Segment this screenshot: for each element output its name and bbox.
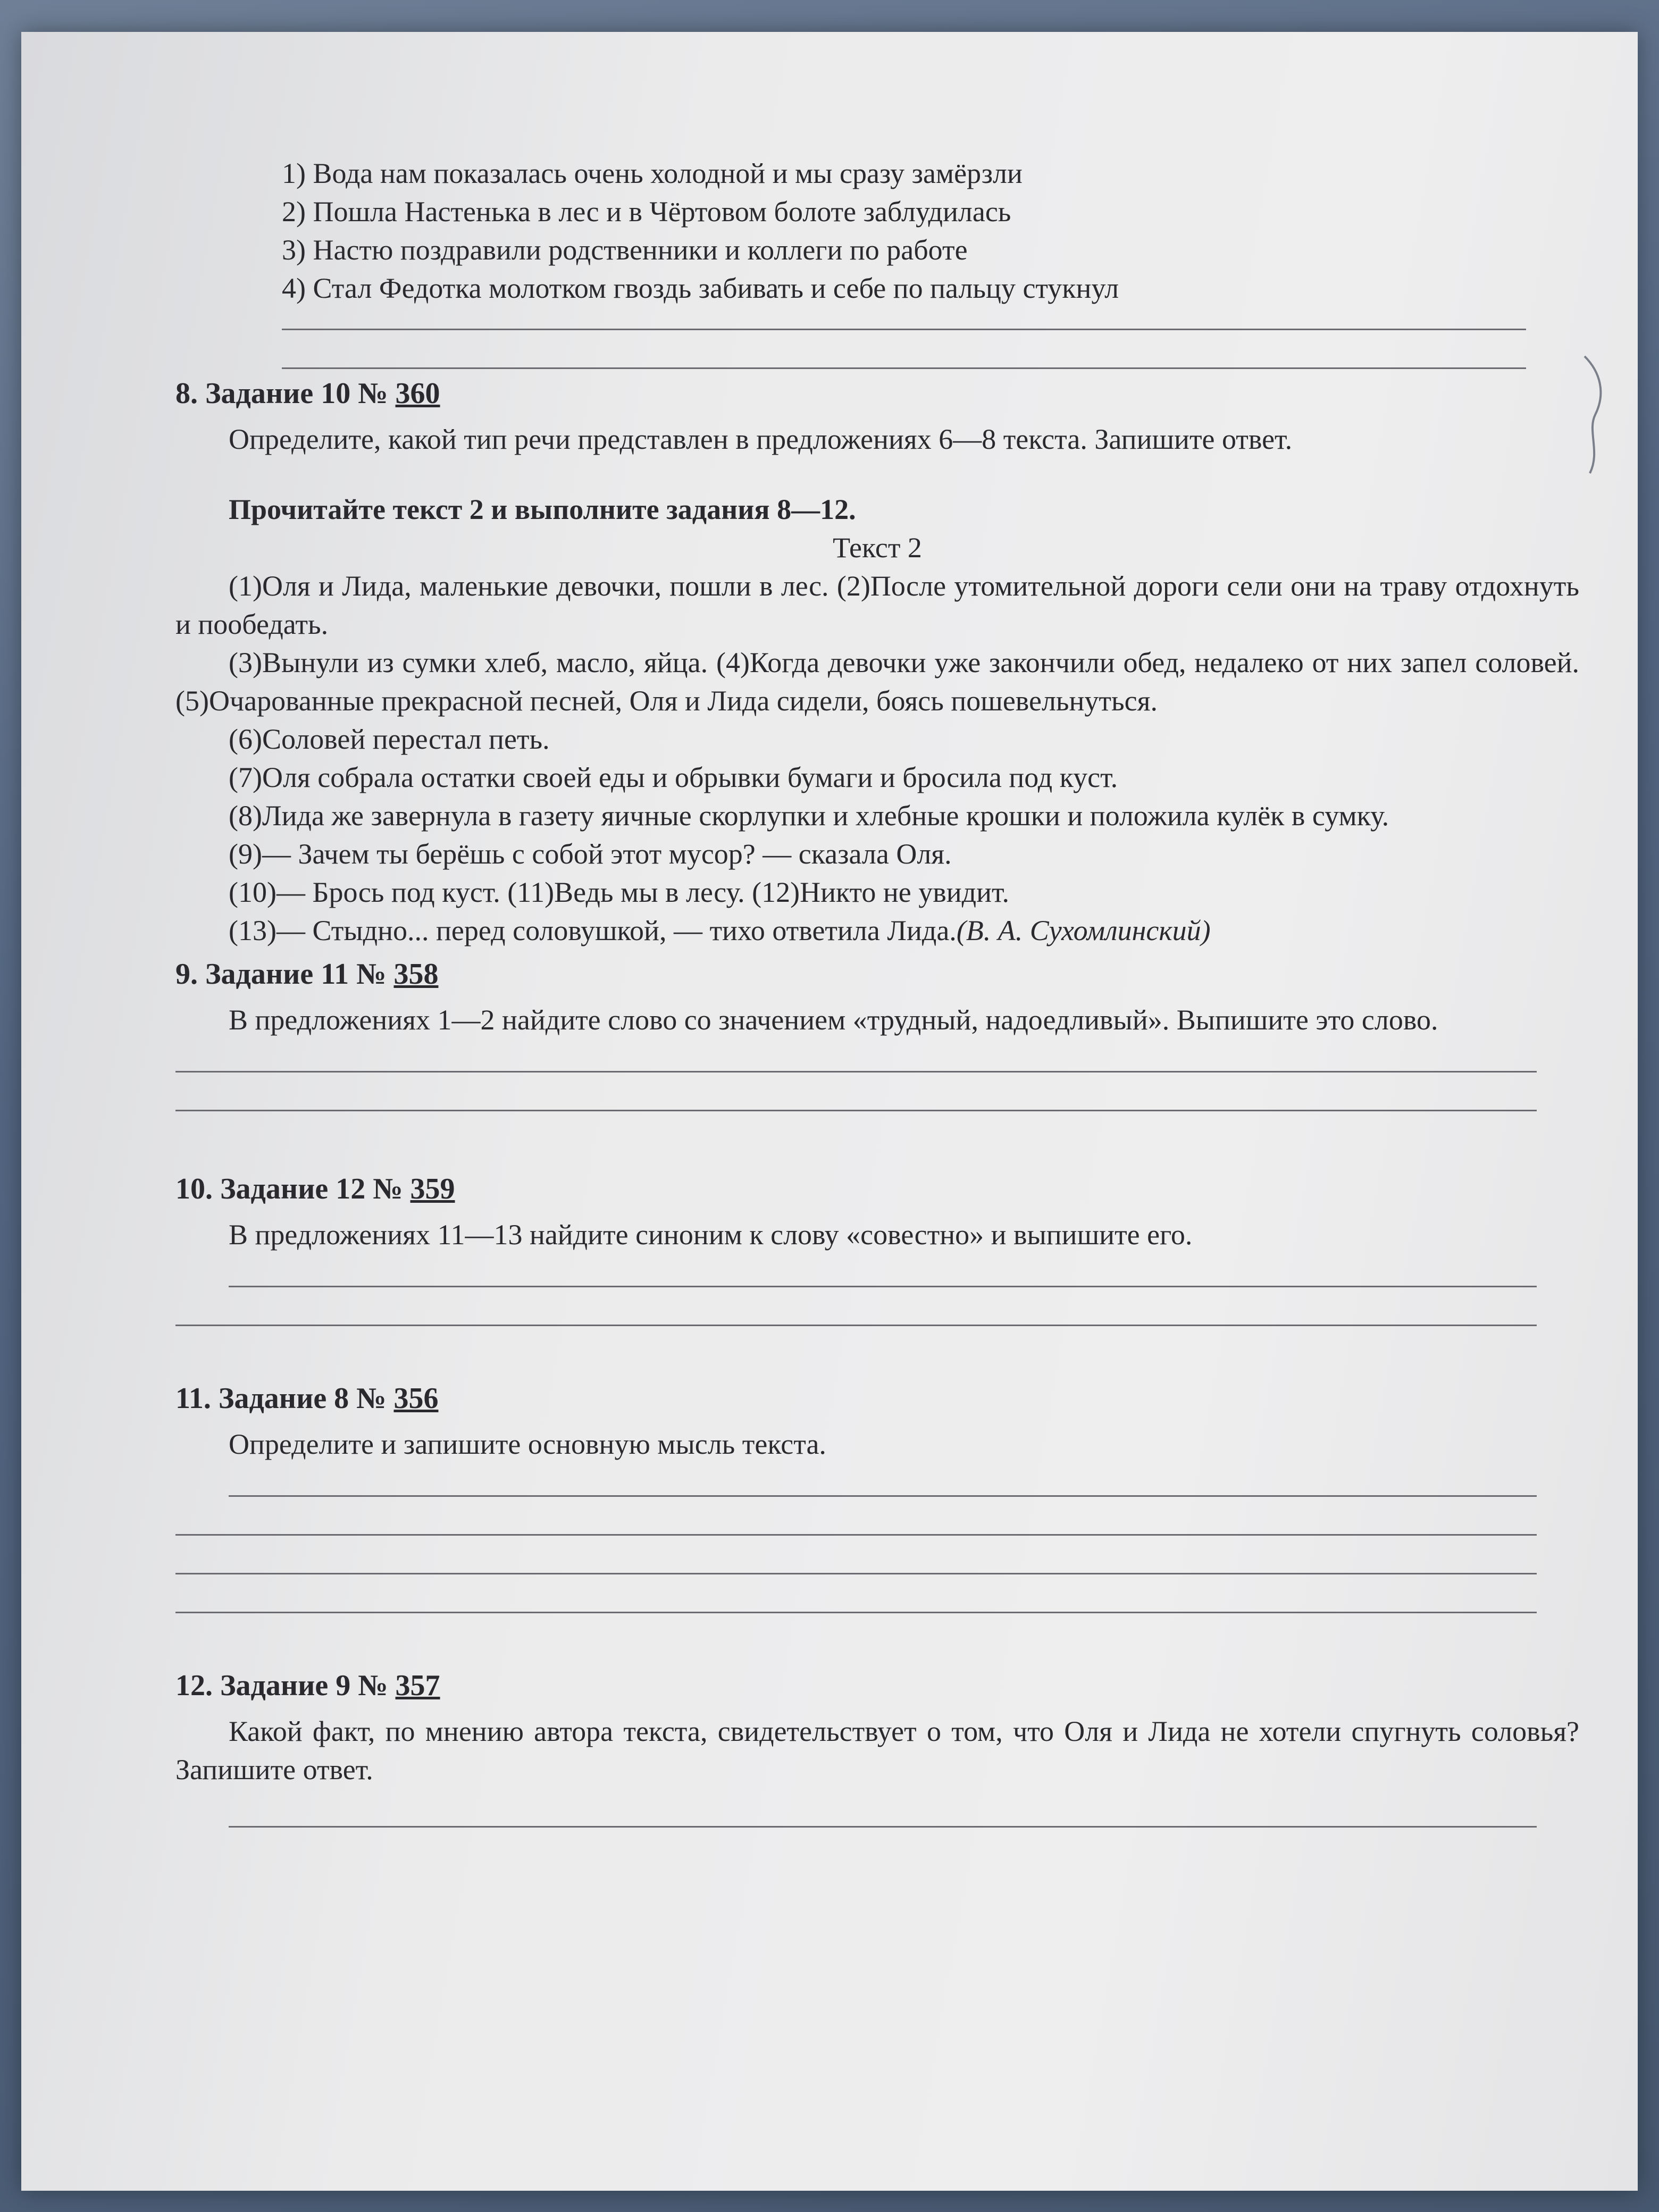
text-title: Текст 2	[833, 532, 922, 564]
task-10-label: 10. Задание 12 №	[175, 1172, 410, 1205]
answer-options	[175, 154, 1579, 307]
task-12-number: 357	[395, 1669, 440, 1702]
pen-mark-icon	[1579, 351, 1611, 479]
text-paragraph: (3)Вынули из сумки хлеб, масло, яйца. (4)Когда девочки уже закончили обед, недалеко от них запел соловей. (5)Очарованные прекрасной песней, Оля и Лида сидели, боясь пошевельнуться.	[175, 647, 1579, 717]
option-item: 3) Настю поздравили родственники и коллеги по работе	[282, 234, 968, 266]
task-12-heading	[175, 1666, 1579, 1705]
answer-line	[229, 1286, 1537, 1287]
task-10-number: 359	[410, 1172, 455, 1205]
task-8-heading	[175, 374, 1579, 413]
task-9-number: 358	[393, 958, 439, 991]
text-paragraph: (1)Оля и Лида, маленькие девочки, пошли в лес. (2)После утомительной дороги сели они на траву отдохнуть и пообедать.	[175, 570, 1579, 640]
text-paragraph: (6)Соловей перестал петь.	[229, 723, 550, 755]
answer-line	[175, 1071, 1537, 1073]
task-8-label: 8. Задание 10 №	[175, 377, 396, 410]
answer-line	[282, 367, 1526, 369]
text-paragraph-last	[175, 911, 1579, 950]
task-10-text: В предложениях 11—13 найдите синоним к слову «совестно» и выпишите его.	[229, 1219, 1193, 1251]
option-item: 1) Вода нам показалась очень холодной и мы сразу замёрзли	[282, 157, 1023, 189]
task-9-label: 9. Задание 11 №	[175, 958, 394, 991]
answer-line	[175, 1534, 1537, 1536]
task-11-heading	[175, 1379, 1579, 1418]
answer-line	[282, 329, 1526, 330]
answer-line	[175, 1612, 1537, 1613]
task-12-label: 12. Задание 9 №	[175, 1669, 396, 1702]
answer-line	[229, 1826, 1537, 1828]
task-10-heading	[175, 1170, 1579, 1208]
task-11-number: 356	[393, 1382, 439, 1415]
text-2	[175, 567, 1579, 950]
text-intro: Прочитайте текст 2 и выполните задания 8—12.	[229, 493, 856, 525]
task-8-number: 360	[395, 377, 440, 410]
text-paragraph: (10)— Брось под куст. (11)Ведь мы в лесу. (12)Никто не увидит.	[229, 876, 1010, 908]
task-12-text: Какой факт, по мнению автора текста, свидетельствует о том, что Оля и Лида не хотели спугнуть соловья? Запишите ответ.	[175, 1715, 1579, 1786]
answer-line	[175, 1573, 1537, 1574]
task-9-heading	[175, 955, 1579, 993]
answer-line	[229, 1495, 1537, 1497]
worksheet	[175, 154, 1579, 1828]
text-author: (В. А. Сухомлинский)	[956, 915, 1211, 946]
task-11-label: 11. Задание 8 №	[175, 1382, 394, 1415]
task-9-text: В предложениях 1—2 найдите слово со значением «трудный, надоедливый». Выпишите это слово.	[229, 1004, 1438, 1036]
option-item: 2) Пошла Настенька в лес и в Чёртовом болоте заблудилась	[282, 196, 1011, 228]
answer-line	[175, 1110, 1537, 1111]
text-paragraph: (9)— Зачем ты берёшь с собой этот мусор? — сказала Оля.	[229, 838, 952, 870]
task-8-text: Определите, какой тип речи представлен в предложениях 6—8 текста. Запишите ответ.	[229, 423, 1293, 455]
task-11-text: Определите и запишите основную мысль текста.	[229, 1428, 826, 1460]
option-item: 4) Стал Федотка молотком гвоздь забивать и себе по пальцу стукнул	[282, 272, 1119, 304]
text-paragraph: (7)Оля собрала остатки своей еды и обрывки бумаги и бросила под куст.	[229, 761, 1118, 793]
answer-line	[175, 1325, 1537, 1326]
text-paragraph: (8)Лида же завернула в газету яичные скорлупки и хлебные крошки и положила кулёк в сумку.	[229, 800, 1389, 832]
last-paragraph-text: (13)— Стыдно... перед соловушкой, — тихо ответила Лида.	[229, 915, 957, 946]
